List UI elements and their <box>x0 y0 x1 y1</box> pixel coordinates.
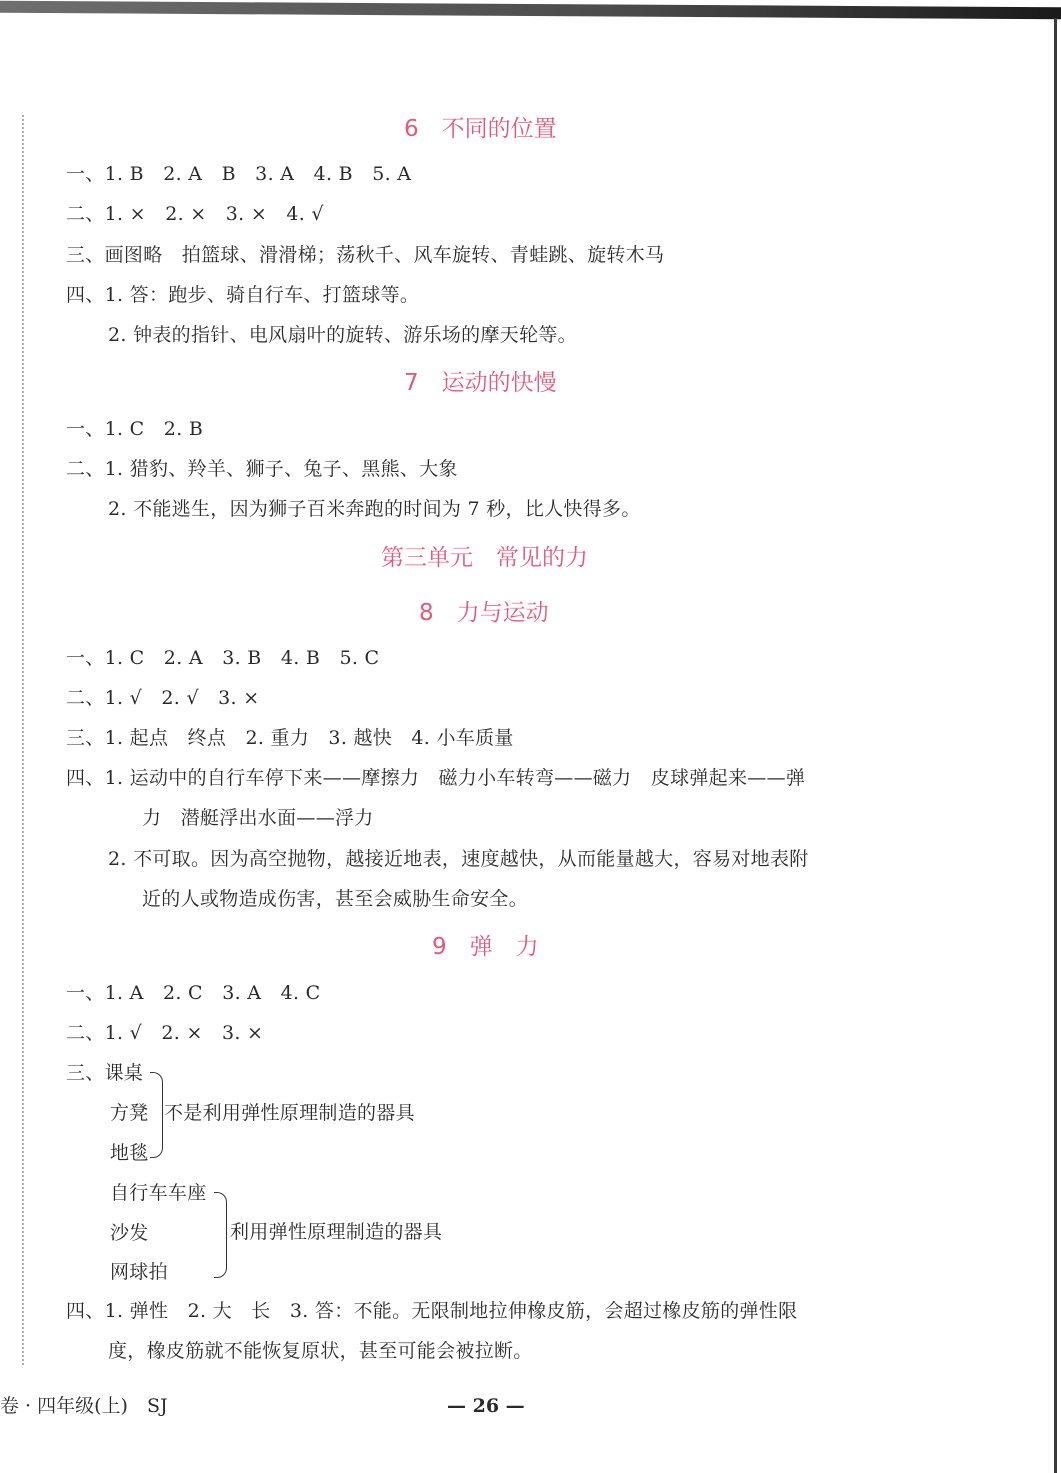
classify-item: 网球拍 <box>110 1261 168 1283</box>
binding-dotted-line <box>22 115 24 1365</box>
answer-line: 2. 不能逃生，因为狮子百米奔跑的时间为 7 秒，比人快得多。 <box>108 498 641 520</box>
answer-line: 二、1. 猎豹、羚羊、狮子、兔子、黑熊、大象 <box>66 458 458 480</box>
classify-item: 三、课桌 <box>66 1062 144 1084</box>
classify-item: 沙发 <box>110 1222 149 1244</box>
answer-line: 近的人或物造成伤害，甚至会威胁生命安全。 <box>142 888 529 910</box>
answer-line: 二、1. √ 2. √ 3. × <box>66 687 260 709</box>
answer-line: 度，橡皮筋就不能恢复原状，甚至可能会被拉断。 <box>108 1340 533 1362</box>
footer-book-info: 卷 · 四年级(上) SJ <box>0 1395 168 1417</box>
classify-item: 自行车车座 <box>110 1182 207 1204</box>
classify-label: 不是利用弹性原理制造的器具 <box>164 1102 415 1124</box>
answer-line: 力 潜艇浮出水面——浮力 <box>142 807 374 829</box>
answer-line: 三、画图略 拍篮球、滑滑梯；荡秋千、风车旋转、青蛙跳、旋转木马 <box>66 244 665 266</box>
answer-line: 一、1. A 2. C 3. A 4. C <box>66 982 321 1004</box>
section-title-7: 7 运动的快慢 <box>404 370 557 396</box>
section-title-8: 8 力与运动 <box>419 600 549 626</box>
classify-item: 地毯 <box>110 1142 149 1164</box>
section-title-6: 6 不同的位置 <box>404 116 557 142</box>
answer-line: 二、1. √ 2. × 3. × <box>66 1022 264 1044</box>
page-number: — 26 — <box>447 1395 525 1417</box>
right-brace-1 <box>150 1072 163 1158</box>
answer-line: 2. 钟表的指针、电风扇叶的旋转、游乐场的摩天轮等。 <box>108 324 577 346</box>
answer-line: 2. 不可取。因为高空抛物，越接近地表，速度越快，从而能量越大，容易对地表附 <box>108 848 809 870</box>
unit-title: 第三单元 常见的力 <box>381 545 588 571</box>
answer-line: 三、1. 起点 终点 2. 重力 3. 越快 4. 小车质量 <box>66 727 514 749</box>
section-title-9: 9 弹 力 <box>432 934 539 960</box>
right-scan-edge <box>1054 18 1057 1473</box>
answer-line: 二、1. × 2. × 3. × 4. √ <box>66 203 324 225</box>
right-brace-2 <box>214 1192 227 1278</box>
classify-item: 方凳 <box>110 1102 149 1124</box>
answer-line: 一、1. C 2. A 3. B 4. B 5. C <box>66 647 380 669</box>
answer-line: 四、1. 运动中的自行车停下来——摩擦力 磁力小车转弯——磁力 皮球弹起来——弹 <box>66 767 806 789</box>
answer-line: 一、1. B 2. A B 3. A 4. B 5. A <box>66 163 412 185</box>
answer-line: 一、1. C 2. B <box>66 418 204 440</box>
answer-line: 四、1. 弹性 2. 大 长 3. 答：不能。无限制地拉伸橡皮筋，会超过橡皮筋的弹性限 <box>66 1300 798 1322</box>
classify-label: 利用弹性原理制造的器具 <box>230 1221 443 1243</box>
top-scan-edge <box>0 1 1061 19</box>
answer-line: 四、1. 答：跑步、骑自行车、打篮球等。 <box>66 284 420 306</box>
